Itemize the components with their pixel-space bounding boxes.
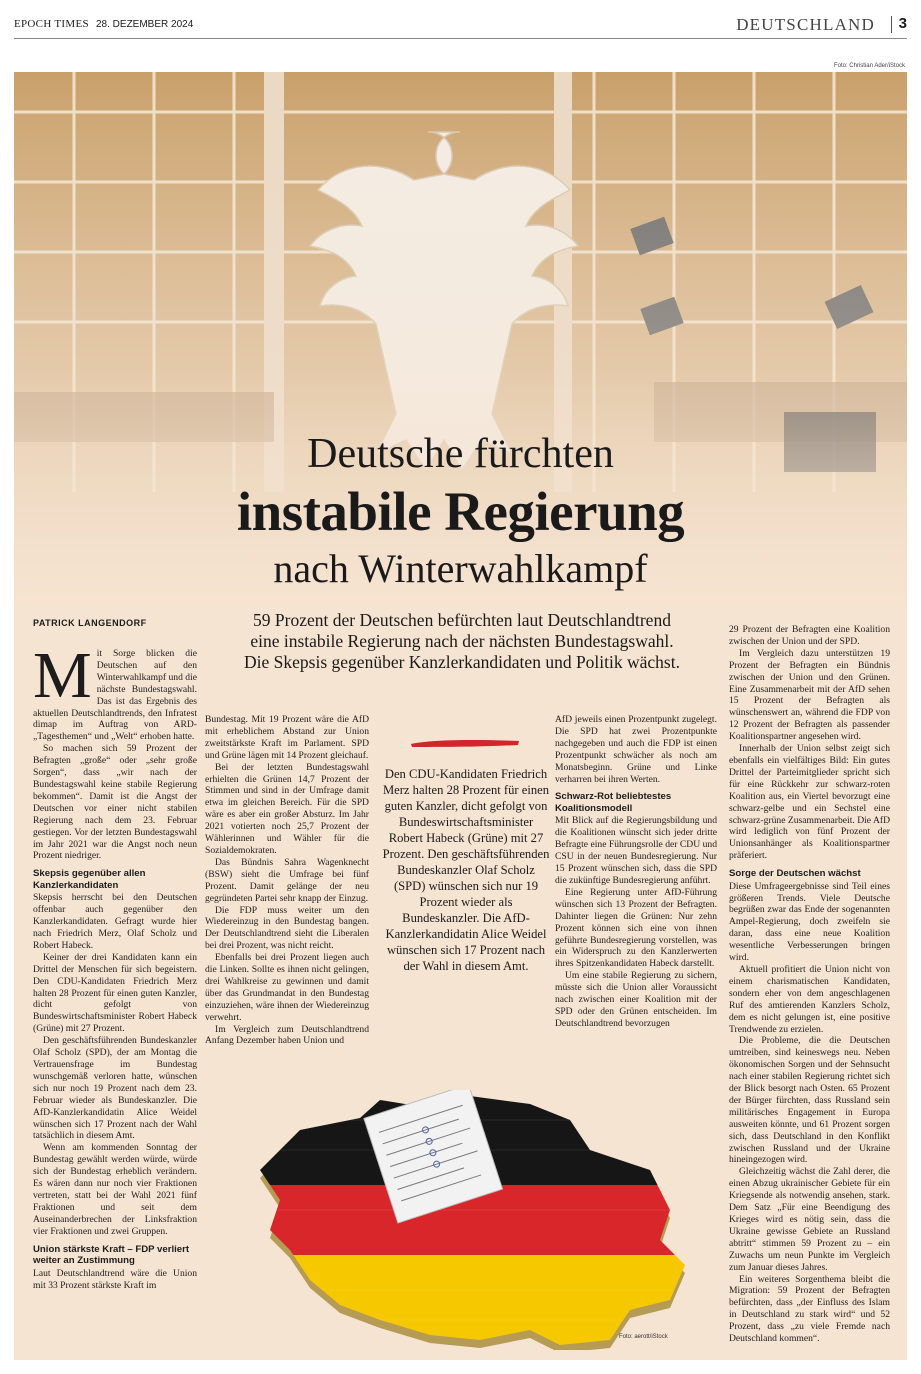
lead-line: Die Skepsis gegenüber Kanzlerkandidaten und Politik wächst.: [244, 652, 680, 672]
pullquote-brush-stroke: [409, 738, 521, 748]
body-paragraph: Innerhalb der Union selbst zeigt sich ebenfalls ein vielfältiges Bild: Ein gutes Drittel der Parteimitglieder spricht sich für eine Rückkehr zur schwarz-roten Koalition aus, ein Viertel bevorzugt eine schwarz-gelbe und ein Sechstel eine schwarz-grüne Zusammenarbeit. Die AfD wird lediglich von fünf Prozent der Unionsanhänger als Koalitionspartner präferiert.: [729, 743, 890, 862]
body-paragraph: Ein weiteres Sorgenthema bleibt die Migration: 59 Prozent der Befragten befürchten, dass „der Einfluss des Islam in Deutschland zu stark wird“ und 52 Prozent, dass „zu viele Fremde nach Deutschland kommen“.: [729, 1273, 890, 1345]
headline-line-1: Deutsche fürchten: [307, 431, 614, 477]
lead-paragraph: [212, 610, 712, 673]
body-paragraph: Skepsis herrscht bei den Deutschen offenbar auch gegenüber den Kanzlerkandidaten. Gefragt wurde hier nach Friedrich Merz, Olaf Scholz und Robert Habeck.: [33, 892, 197, 951]
drop-cap: M: [33, 639, 92, 712]
section-label: DEUTSCHLAND: [736, 15, 875, 34]
photo-credit-bottom: Foto: aerott/iStock: [619, 1334, 668, 1340]
intro-text: it Sorge blicken die Deutschen auf den Winterwahlkampf und die nächste Bundestagswahl. Das ist das Ergebnis des aktuellen Deutschlandtrends, den Infratest dimap im Auftrag von ARD-„Tagesthemen“ und „Welt“ erhoben hatte.: [33, 648, 198, 743]
headline-line-2: instabile Regierung: [236, 481, 685, 542]
body-paragraph: Eine Regierung unter AfD-Führung wünschen sich 13 Prozent der Befragten. Dahinter liegen die Grünen: Nur zehn Prozent können sich eine von ihnen geführte Bundesregierung vorstellen, was ein Widerspruch zu den Kanzlerwerten ihres Spitzenkandidaten Habeck darstellt.: [555, 886, 717, 970]
pull-quote: Den CDU-Kandidaten Friedrich Merz halten 28 Prozent für einen guten Kanzler, dicht gefolgt von Bundeswirtschaftsminister Robert Habeck (Grüne) mit 27 Prozent. Den geschäftsführenden Bundeskanzler Olaf Scholz (SPD) wünschen sich nur 19 Prozent wieder als Bundeskanzler. Die AfD-Kanzlerkandidatin Alice Weidel wünschen sich 17 Prozent nach der Wahl in diesem Amt.: [382, 767, 550, 973]
headline-line-3: nach Winterwahlkampf: [273, 546, 648, 591]
subheading: Sorge der Deutschen wächst: [729, 868, 861, 880]
issue-date: 28. DEZEMBER 2024: [96, 19, 194, 30]
body-paragraph: AfD jeweils einen Prozentpunkt zugelegt. Die SPD hat zwei Prozentpunkte nachgegeben und auch die FDP ist einen Prozentpunkt schwächer als noch am Monatsbeginn. Grüne und Linke verharren bei ihren Werten.: [555, 714, 717, 785]
header-divider: [14, 38, 907, 39]
page-number: 3: [898, 15, 907, 32]
author-byline: PATRICK LANGENDORF: [33, 618, 147, 628]
article-column-3: [555, 714, 717, 1030]
body-paragraph: Aktuell profitiert die Union nicht von einem charismatischen Kandidaten, sondern eher von dem angeschlagenen Ruf des amtierenden Kanzlers Scholz, dem es nicht gelungen ist, eine positive Trendwende zu erzielen.: [729, 963, 890, 1035]
body-paragraph: Den geschäftsführenden Bundeskanzler Olaf Scholz (SPD), der am Montag die Vertrauensfrage im Bundestag wunschgemäß verloren hatte, wünschen sich nur noch 19 Prozent nach dem 23. Februar wieder als Bundeskanzler. Die AfD-Kanzlerkandidatin Alice Weidel wünschen sich 17 Prozent nach der Wahl tatsächlich in diesem Amt.: [33, 1035, 197, 1142]
body-paragraph: Um eine stabile Regierung zu sichern, müsste sich die Union aller Voraussicht nach zwischen einer Koalition mit der SPD oder den Grünen entscheiden. Im Deutschlandtrend bevorzugen: [555, 970, 717, 1029]
germany-flag-map-illustration: [230, 1090, 710, 1350]
body-paragraph: Wenn am kommenden Sonntag der Bundestag gewählt werden würde, würde sich der Bundestag erheblich verändern. Es wären dann nur noch vier Fraktionen vertreten, statt bei der Wahl 2021 fünf Fraktionen und seit dem Auseinanderbrechen der Linksfraktion vier Fraktionen und zwei Gruppen.: [33, 1142, 197, 1237]
body-paragraph: Bundestag. Mit 19 Prozent wäre die AfD mit erheblichem Abstand zur Union zweitstärkste Kraft im Parlament. SPD und Grüne lägen mit 14 Prozent gleichauf.: [205, 714, 369, 761]
body-paragraph: So machen sich 59 Prozent der Befragten „große“ oder „sehr große Sorgen“, dass „wir nach der Bundestagswahl keine stabile Regierung bekommen“. Damit ist die Angst der Deutschen vor einer nicht stabilen Regierung nach dem 23. Februar gestiegen. Vor der letzten Bundestagswahl im Jahr 2021 war die Angst noch neun Prozent niedriger.: [33, 743, 197, 862]
body-paragraph: Mit Blick auf die Regierungsbildung und die Koalitionen wünscht sich jeder dritte Befragte eine Führungsrolle der CDU und CSU in der neuen Bundesregierung. Nur 15 Prozent wünschen sich, dass die SPD die zukünftige Bundesregierung anführt.: [555, 815, 717, 886]
body-paragraph: Im Vergleich dazu unterstützen 19 Prozent der Befragten ein Bündnis zwischen der Union und den Grünen. Eine Zusammenarbeit mit der AfD sehen 15 Prozent der Befragten als wünschenswert an, während die FDP von 12 Prozent der Befragten als passender Koalitionspartner angesehen wird.: [729, 647, 890, 743]
article-column-2: [205, 714, 369, 1047]
article-column-4: [729, 624, 890, 1345]
body-paragraph: Die Probleme, die die Deutschen umtreiben, sind keineswegs neu. Neben ökonomischen Sorgen und der Sehnsucht nach einer stabilen Regierung richtet sich der Blick besorgt nach Osten. 65 Prozent der Bürger fürchten, dass Russland sein militärisches Engagement in Europa ausweiten könnte, und 61 Prozent sorgen sich, dass Deutschland in den Konflikt zwischen Russland und der Ukraine hineingezogen wird.: [729, 1035, 890, 1166]
body-paragraph: Laut Deutschlandtrend wäre die Union mit 33 Prozent stärkste Kraft im: [33, 1267, 197, 1291]
body-paragraph: Bei der letzten Bundestagswahl erhielten die Grünen 14,7 Prozent der Stimmen und sind in der Umfrage damit etwa im gleichen Bereich. Für die SPD wäre es aber ein großer Absturz. Im Jahr 2021 votierten noch 25,7 Prozent der Wählerinnen und Wähler für die Sozialdemokraten.: [205, 761, 369, 856]
subheading: Schwarz-Rot beliebtestes Koalitionsmodell: [555, 791, 672, 814]
body-paragraph: 29 Prozent der Befragten eine Koalition zwischen der Union und der SPD.: [729, 624, 890, 647]
body-paragraph: Das Bündnis Sahra Wagenknecht (BSW) sieht die Umfrage bei fünf Prozent. Damit gelänge der neu gegründeten Partei sehr knapp der Einzug.: [205, 856, 369, 904]
article-column-1: [33, 639, 198, 1291]
body-paragraph: Ebenfalls bei drei Prozent liegen auch die Linken. Sollte es ihnen nicht gelingen, drei Wahlkreise zu gewinnen und damit über das Grundmandat in den Bundestag einzuziehen, wäre ihnen der Wiedereinzug verwehrt.: [205, 952, 369, 1023]
subheading: Union stärkste Kraft – FDP verliert weiter an Zustimmung: [33, 1243, 190, 1267]
body-paragraph: Keiner der drei Kandidaten kann ein Drittel der Menschen für sich begeistern. Den CDU-Kandidaten Friedrich Merz halten 28 Prozent für einen guten Kanzler, dicht gefolgt von Bundeswirtschaftsminister Robert Habeck (Grüne) mit 27 Prozent.: [33, 951, 197, 1035]
brand-logo: EPOCH TIMES: [14, 18, 89, 30]
lead-line: 59 Prozent der Deutschen befürchten laut Deutschlandtrend: [253, 610, 671, 630]
subheading: Skepsis gegenüber allen Kanzlerkandidaten: [33, 868, 146, 891]
photo-credit-top: Foto: Christian Ader/iStock: [833, 63, 905, 69]
lead-line: eine instabile Regierung nach der nächsten Bundestagswahl.: [250, 631, 674, 651]
body-paragraph: Diese Umfrageergebnisse sind Teil eines größeren Trends. Viele Deutsche begrüßen zwar das Ende der sogenannten Ampel-Regierung, doch zweifeln sie daran, dass eine neue Koalition wesentliche Verbesserungen bringen wird.: [729, 880, 890, 964]
intro-paragraph: [33, 639, 198, 743]
body-paragraph: Im Vergleich zum Deutschlandtrend Anfang Dezember haben Union und: [205, 1023, 369, 1047]
body-paragraph: Die FDP muss weiter um den Wiedereinzug in den Bundestag bangen. Der Deutschlandtrend sieht die Liberalen bei drei Prozent, was nicht reicht.: [205, 904, 369, 952]
body-paragraph: Gleichzeitig wächst die Zahl derer, die einen Abzug ukrainischer Gebiete für ein Kriegsende als notwendig ansehen, stark. Dem Satz „Für eine Beendigung des Krieges wird es nötig sein, dass die Ukraine gewisse Gebiete an Russland abtritt“ stimmen 59 Prozent zu – ein Zuwachs um neun Punkte im Vergleich zum Januar dieses Jahres.: [729, 1166, 890, 1273]
